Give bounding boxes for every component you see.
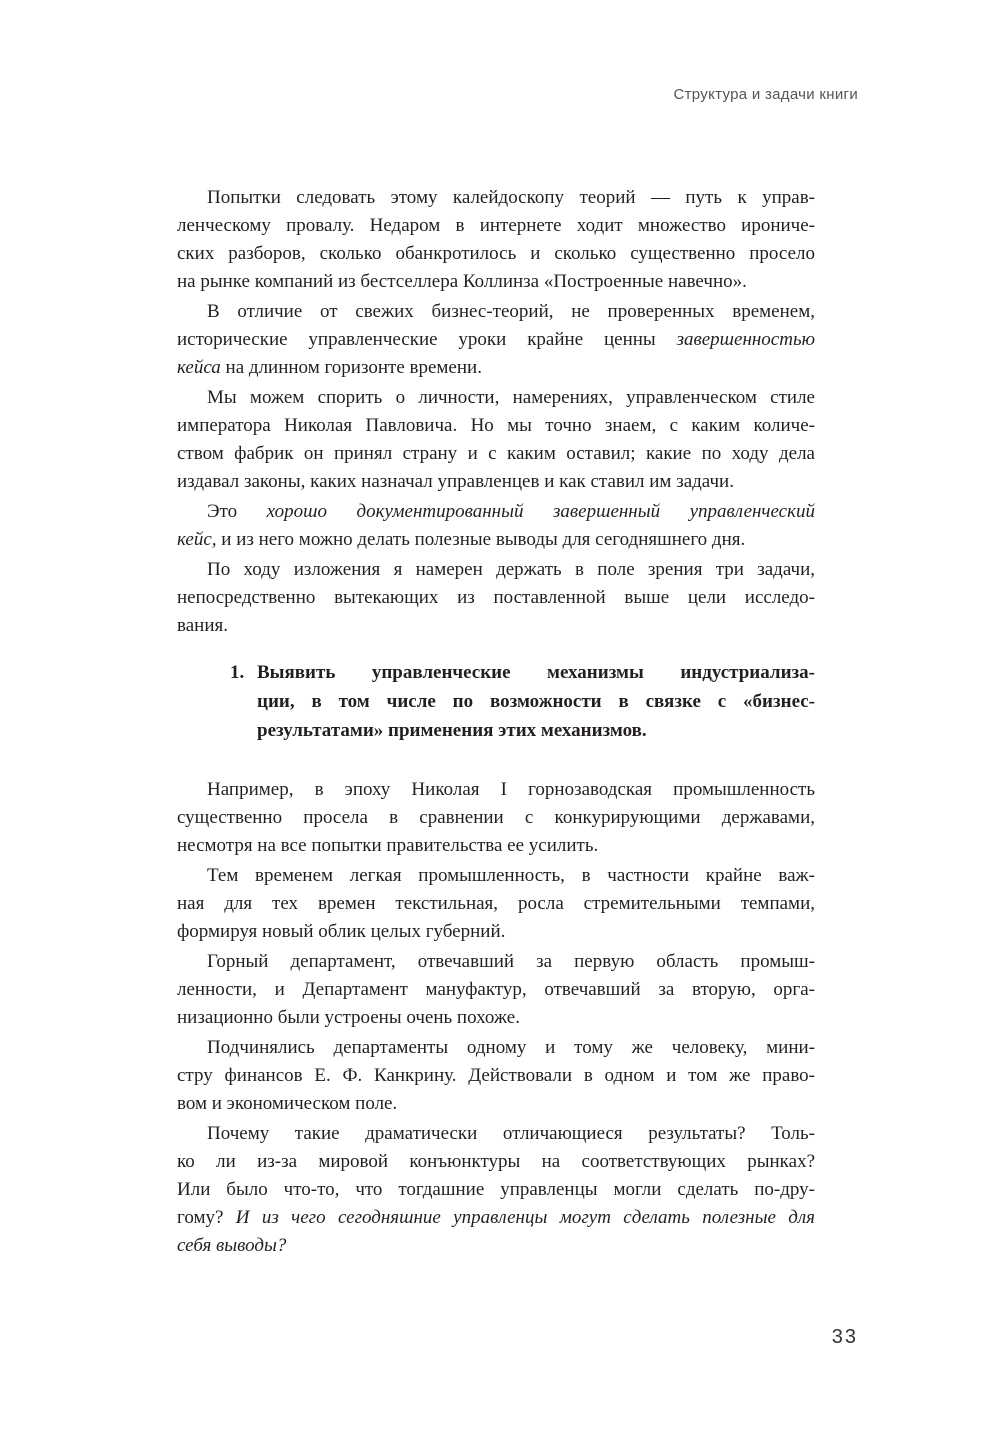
text-line: [177, 948, 815, 976]
text-line: [177, 412, 815, 440]
text-line: [177, 776, 815, 804]
paragraph: [177, 1034, 815, 1118]
text-line: [177, 240, 815, 268]
text-run: Горный департамент, отвечавший за первую область промыш-: [207, 951, 815, 972]
paragraph: [177, 1120, 815, 1260]
text-line: [177, 1120, 815, 1148]
text-run: Мы можем спорить о личности, намерениях, управленческом стиле: [207, 387, 815, 408]
text-line: [177, 1176, 815, 1204]
text-run: вом и экономическом поле.: [177, 1093, 398, 1114]
italic-text-run: И из чего сегодняшние управленцы могут сделать полезные для: [235, 1207, 815, 1228]
text-run: Тем временем легкая промышленность, в частности крайне важ-: [207, 865, 815, 886]
paragraph: [177, 384, 815, 496]
italic-text-run: кейса: [177, 357, 221, 378]
text-line: [177, 384, 815, 412]
page-number: 33: [831, 1326, 858, 1348]
paragraph: [177, 776, 815, 860]
text-run: на рынке компаний из бестселлера Коллинза «Построенные навечно».: [177, 271, 747, 292]
text-run: ная для тех времен текстильная, росла стремительными темпами,: [177, 893, 815, 914]
paragraph: [177, 298, 815, 382]
text-line: [177, 184, 815, 212]
text-run: ством фабрик он принял страну и с каким оставил; какие по ходу дела: [177, 443, 815, 464]
text-run: на длинном горизонте времени.: [220, 357, 482, 378]
text-line: [177, 268, 815, 296]
text-run: ленности, и Департамент мануфактур, отвечавший за вторую, орга-: [177, 979, 815, 1000]
text-run: гому?: [177, 1207, 236, 1228]
italic-text-run: завершенностью: [676, 329, 815, 350]
text-line: [177, 468, 815, 496]
text-line: [177, 1034, 815, 1062]
paragraph: [177, 862, 815, 946]
task-number: 1.: [230, 662, 245, 683]
text-run: Почему такие драматически отличающиеся результаты? Толь-: [207, 1123, 815, 1144]
text-line: [177, 832, 815, 860]
text-run: По ходу изложения я намерен держать в поле зрения три задачи,: [207, 559, 815, 580]
text-line: [177, 804, 815, 832]
text-run: Например, в эпоху Николая I горнозаводская промышленность: [207, 779, 815, 800]
body-text-before-heading: [177, 184, 815, 642]
paragraph: [177, 498, 815, 554]
text-line: [177, 1090, 815, 1118]
text-line: [177, 976, 815, 1004]
text-run: исторические управленческие уроки крайне ценны: [177, 329, 677, 350]
heading-line: результатами» применения этих механизмов.: [257, 720, 647, 741]
text-run: ских разборов, сколько обанкротилось и сколько существенно просело: [177, 243, 815, 264]
text-line: [177, 890, 815, 918]
task-heading: [230, 658, 815, 745]
text-run: Подчинялись департаменты одному и тому же человеку, мини-: [207, 1037, 815, 1058]
text-line: [177, 584, 815, 612]
text-line: [177, 526, 815, 554]
text-run: Попытки следовать этому калейдоскопу теорий — путь к управ-: [207, 187, 815, 208]
text-line: [177, 326, 815, 354]
text-run: и из него можно делать полезные выводы для сегодняшнего дня.: [216, 529, 746, 550]
text-run: формируя новый облик целых губерний.: [177, 921, 506, 942]
text-run: непосредственно вытекающих из поставленной выше цели исследо-: [177, 587, 815, 608]
text-line: [177, 212, 815, 240]
paragraph: [177, 556, 815, 640]
text-run: Это: [207, 501, 267, 522]
text-line: [177, 862, 815, 890]
text-line: [177, 354, 815, 382]
italic-text-run: себя выводы?: [177, 1235, 287, 1256]
text-run: несмотря на все попытки правительства ее усилить.: [177, 835, 599, 856]
heading-line: Выявить управленческие механизмы индустриализа-: [257, 662, 815, 683]
body-text-after-heading: [177, 776, 815, 1262]
text-run: вания.: [177, 615, 228, 636]
running-head: Структура и задачи книги: [673, 86, 858, 103]
paragraph: [177, 184, 815, 296]
paragraph: [177, 948, 815, 1032]
italic-text-run: хорошо документированный завершенный управленческий: [266, 501, 815, 522]
text-run: издавал законы, каких назначал управленцев и как ставил им задачи.: [177, 471, 734, 492]
text-run: ко ли из-за мировой конъюнктуры на соответствующих рынках?: [177, 1151, 815, 1172]
text-line: [177, 1204, 815, 1232]
text-line: [177, 498, 815, 526]
text-line: [177, 440, 815, 468]
text-line: [177, 612, 815, 640]
text-run: ленческому провалу. Недаром в интернете ходит множество ирониче-: [177, 215, 815, 236]
text-run: Или было что-то, что тогдашние управленцы могли сделать по-дру-: [177, 1179, 815, 1200]
text-run: императора Николая Павловича. Но мы точно знаем, с каким количе-: [177, 415, 815, 436]
text-line: [177, 918, 815, 946]
text-line: [177, 298, 815, 326]
text-run: стру финансов Е. Ф. Канкрину. Действовали в одном и том же право-: [177, 1065, 815, 1086]
text-run: существенно просела в сравнении с конкурирующими державами,: [177, 807, 815, 828]
text-line: [177, 556, 815, 584]
text-line: [177, 1232, 815, 1260]
text-line: [177, 1148, 815, 1176]
italic-text-run: кейс,: [177, 529, 217, 550]
heading-line: ции, в том числе по возможности в связке с «бизнес-: [257, 691, 815, 712]
text-line: [177, 1004, 815, 1032]
text-run: низационно были устроены очень похоже.: [177, 1007, 520, 1028]
text-run: В отличие от свежих бизнес-теорий, не проверенных временем,: [207, 301, 815, 322]
text-line: [177, 1062, 815, 1090]
